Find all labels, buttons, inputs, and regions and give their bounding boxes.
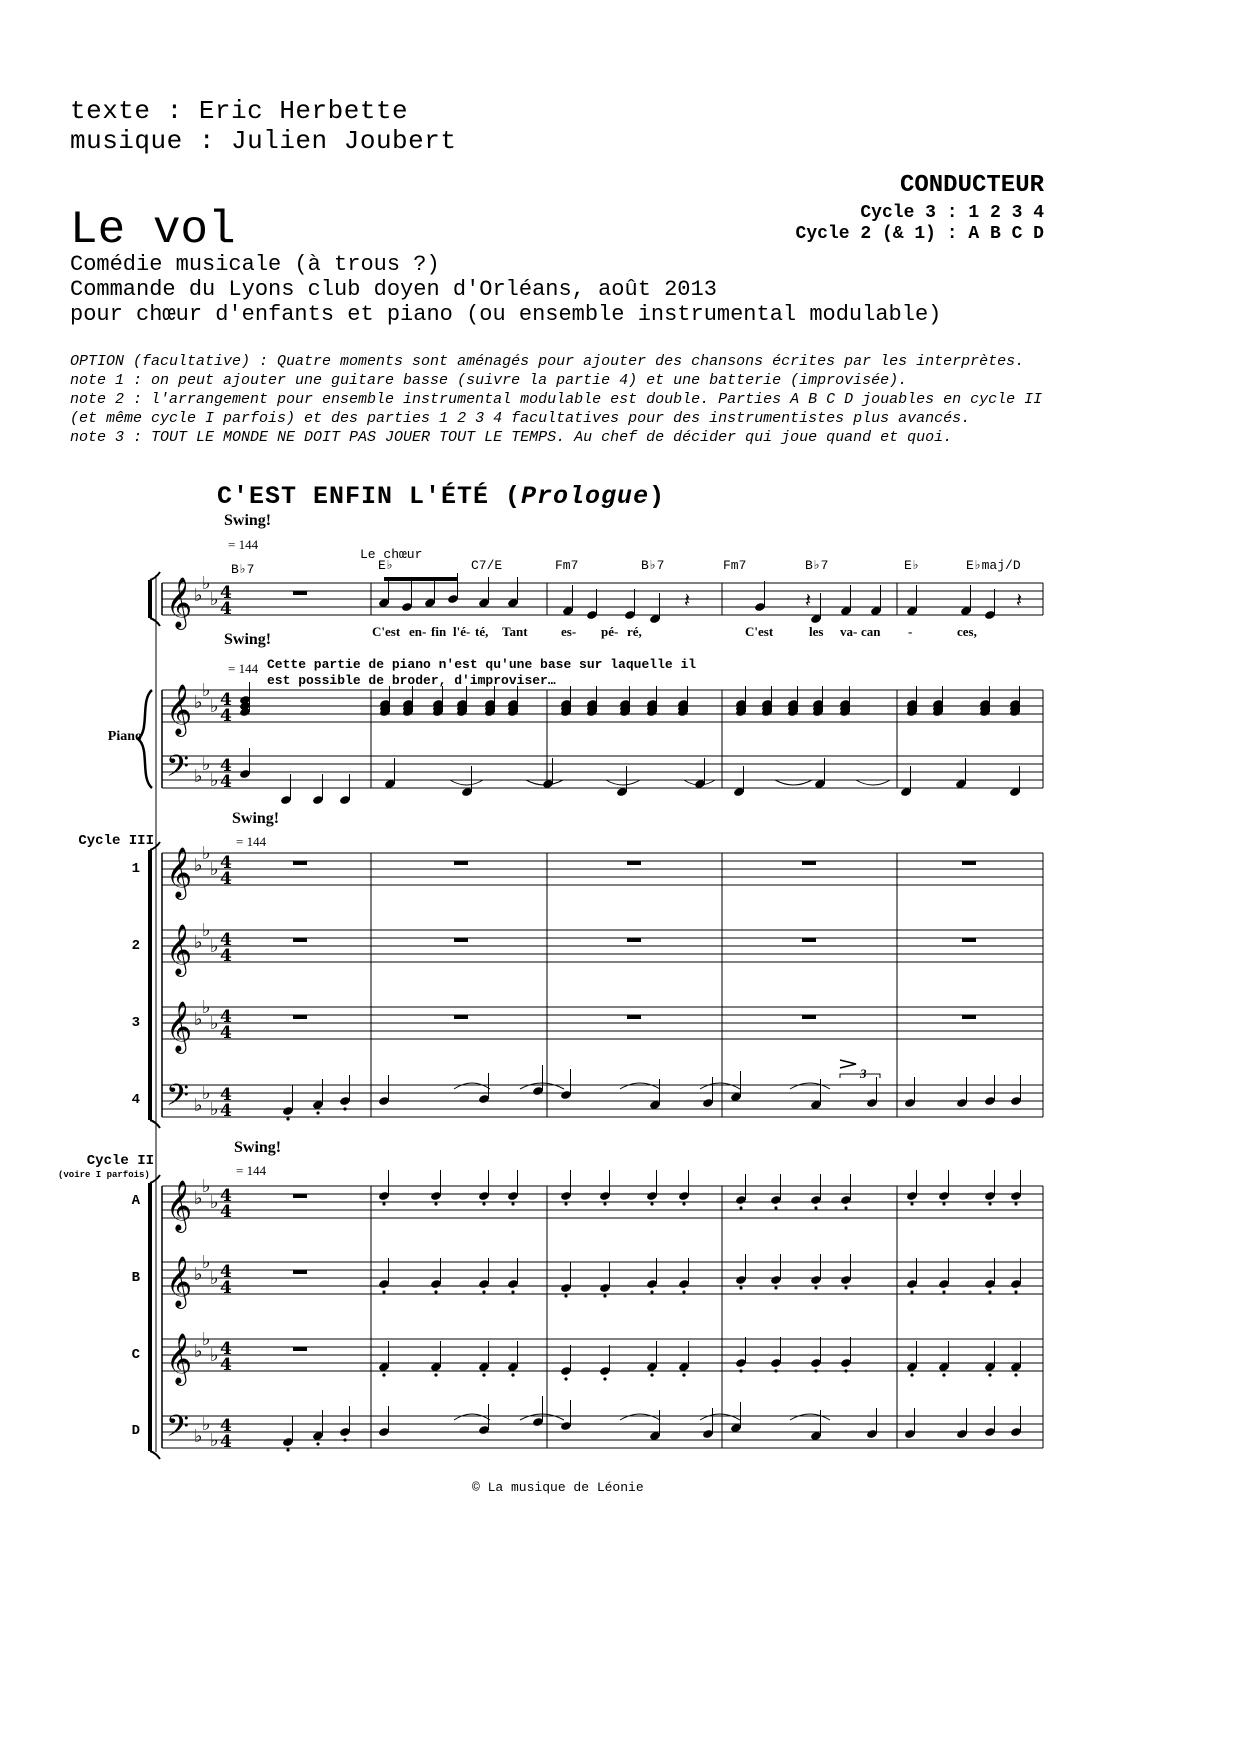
staccato-dot — [434, 1373, 437, 1376]
staccato-dot — [650, 1202, 653, 1205]
treble-clef-icon: 𝄞 — [166, 1001, 193, 1052]
staccato-dot — [382, 1202, 385, 1205]
staccato-dot — [343, 1107, 346, 1110]
staccato-dot — [739, 1369, 742, 1372]
cycle2-bracket — [150, 1451, 160, 1459]
slur — [700, 1083, 740, 1089]
note-2-cont: (et même cycle I parfois) et des parties 1 2 3 4 facultatives pour des instrumentistes plus avancés. — [70, 410, 971, 427]
key-flat-icon: ♭ — [194, 932, 203, 953]
bass-clef-icon: 𝄢 — [166, 1410, 190, 1451]
staccato-dot — [434, 1290, 437, 1293]
staccato-dot — [774, 1369, 777, 1372]
staccato-dot — [1014, 1202, 1017, 1205]
time-signature: 4 — [220, 756, 232, 776]
part-c-label: C — [131, 1347, 140, 1363]
staccato-dot — [382, 1373, 385, 1376]
cycle3-label: Cycle III — [78, 833, 154, 849]
treble-clef-icon: 𝄞 — [166, 577, 193, 628]
time-signature: 4 — [220, 1416, 232, 1436]
time-signature: 4 — [220, 1023, 232, 1043]
time-signature: 4 — [220, 706, 232, 726]
slur — [620, 1083, 660, 1089]
work-title: Le vol — [70, 204, 236, 256]
key-flat-icon: ♭ — [210, 589, 219, 610]
lyric-10: C'est — [745, 624, 774, 639]
staccato-dot — [564, 1202, 567, 1205]
key-flat-icon: ♭ — [210, 770, 219, 791]
staccato-dot — [434, 1202, 437, 1205]
key-flat-icon: ♭ — [194, 1188, 203, 1209]
lyric-1: C'est — [372, 624, 401, 639]
time-signature: 4 — [220, 1101, 232, 1121]
swing-marking-cycle2: Swing! — [234, 1139, 282, 1156]
part-3-label: 3 — [131, 1015, 140, 1031]
whole-rest — [627, 861, 641, 865]
staccato-dot — [286, 1448, 289, 1451]
key-flat-icon: ♭ — [202, 843, 211, 864]
note-3: note 3 : TOUT LE MONDE NE DOIT PAS JOUER TOUT LE TEMPS. Au chef de décider qui joue quand et quoi. — [70, 429, 953, 446]
time-signature: 4 — [220, 1202, 232, 1222]
key-flat-icon: ♭ — [210, 1013, 219, 1034]
whole-rest — [454, 1015, 468, 1019]
conductor-label: CONDUCTEUR — [899, 172, 1044, 199]
staccato-dot — [942, 1373, 945, 1376]
slur — [454, 1414, 490, 1420]
key-flat-icon: ♭ — [202, 1329, 211, 1350]
staccato-dot — [739, 1286, 742, 1289]
cycle2-bracket — [150, 1175, 160, 1183]
staccato-dot — [988, 1290, 991, 1293]
time-signature: 4 — [220, 946, 232, 966]
slur — [606, 780, 640, 785]
piano-brace — [138, 690, 152, 788]
chord-7: B♭7 — [805, 558, 829, 573]
chord-1: B♭7 — [231, 562, 255, 577]
tempo-piano: = 144 — [228, 661, 259, 676]
quarter-rest: 𝄽 — [805, 588, 812, 612]
key-flat-icon: ♭ — [202, 1083, 211, 1104]
part-b-label: B — [131, 1270, 140, 1286]
whole-rest — [293, 1347, 307, 1351]
chord-5: B♭7 — [641, 558, 665, 573]
whole-rest — [293, 938, 307, 942]
staccato-dot — [511, 1373, 514, 1376]
staccato-dot — [814, 1369, 817, 1372]
slur — [790, 1083, 830, 1089]
key-flat-icon: ♭ — [194, 692, 203, 713]
lyric-8: pé- — [601, 624, 619, 639]
key-flat-icon: ♭ — [194, 1426, 203, 1447]
slur — [790, 1414, 830, 1420]
whole-rest — [293, 1015, 307, 1019]
time-signature: 4 — [220, 583, 232, 603]
time-signature: 4 — [220, 1007, 232, 1027]
lyric-5: té, — [475, 624, 489, 639]
tempo-cycle2: = 144 — [236, 1163, 267, 1178]
chord-4: Fm7 — [555, 558, 579, 573]
lyric-11: les — [809, 624, 824, 639]
staccato-dot — [1014, 1373, 1017, 1376]
piece-subtitle: Prologue — [521, 482, 650, 511]
staccato-dot — [910, 1290, 913, 1293]
staccato-dot — [988, 1373, 991, 1376]
part-1-label: 1 — [131, 861, 140, 877]
cycle2-parts: Cycle 2 (& 1) : A B C D — [795, 224, 1044, 244]
lyric-3: fin — [431, 624, 447, 639]
whole-rest — [454, 938, 468, 942]
treble-clef-icon: 𝄞 — [166, 924, 193, 975]
piano-instruction: Cette partie de piano n'est qu'une base sur laquelle il est possible de broder, d'improviser… — [267, 657, 697, 688]
piece-title: C'EST ENFIN L'ÉTÉ (Prologue) — [217, 482, 666, 511]
staccato-dot — [682, 1202, 685, 1205]
triplet-bracket — [840, 1074, 880, 1078]
whole-rest — [293, 591, 307, 595]
cycle3-bracket — [150, 842, 160, 850]
key-flat-icon: ♭ — [210, 1192, 219, 1213]
lyric-4: l'é- — [453, 624, 471, 639]
time-signature: 4 — [220, 599, 232, 619]
lyric-2: en- — [409, 624, 427, 639]
key-flat-icon: ♭ — [210, 859, 219, 880]
treble-clef-icon: 𝄞 — [166, 847, 193, 898]
chord-2: E♭ — [378, 558, 394, 573]
key-flat-icon: ♭ — [202, 920, 211, 941]
whole-rest — [293, 1270, 307, 1274]
time-signature: 4 — [220, 1278, 232, 1298]
key-flat-icon: ♭ — [202, 1176, 211, 1197]
part-4-label: 4 — [131, 1092, 140, 1108]
choir-label: Le chœur — [360, 547, 423, 562]
time-signature: 4 — [220, 930, 232, 950]
slur — [620, 1414, 660, 1420]
lyric-15: ces, — [957, 624, 977, 639]
staccato-dot — [844, 1286, 847, 1289]
choir-bracket — [150, 572, 160, 580]
staccato-dot — [844, 1206, 847, 1209]
lyric-12: va- — [840, 624, 858, 639]
staccato-dot — [603, 1202, 606, 1205]
key-flat-icon: ♭ — [194, 855, 203, 876]
slur — [450, 780, 483, 785]
text-credit: texte : Eric Herbette — [70, 96, 409, 126]
quarter-rest: 𝄽 — [684, 588, 691, 612]
treble-clef-icon: 𝄞 — [166, 1333, 193, 1384]
key-flat-icon: ♭ — [194, 1095, 203, 1116]
time-signature: 4 — [220, 869, 232, 889]
staccato-dot — [603, 1294, 606, 1297]
staccato-dot — [343, 1438, 346, 1441]
time-signature: 4 — [220, 1432, 232, 1452]
staccato-dot — [682, 1290, 685, 1293]
bass-clef-icon: 𝄢 — [166, 750, 190, 791]
copyright-footer: © La musique de Léonie — [472, 1480, 644, 1495]
chord-8: E♭ — [904, 558, 920, 573]
staccato-dot — [482, 1373, 485, 1376]
staccato-dot — [316, 1442, 319, 1445]
slur — [775, 780, 812, 785]
note-option: OPTION (facultative) : Quatre moments sont aménagés pour ajouter des chansons écrites par les interprètes. — [70, 353, 1025, 370]
music-credit: musique : Julien Joubert — [70, 126, 457, 156]
treble-clef-icon: 𝄞 — [166, 1256, 193, 1307]
time-signature: 4 — [220, 1339, 232, 1359]
key-flat-icon: ♭ — [210, 1268, 219, 1289]
time-signature: 4 — [220, 690, 232, 710]
key-flat-icon: ♭ — [210, 696, 219, 717]
whole-rest — [293, 1194, 307, 1198]
tempo-cycle3: = 144 — [236, 834, 267, 849]
key-flat-icon: ♭ — [210, 1099, 219, 1120]
key-flat-icon: ♭ — [210, 1345, 219, 1366]
staccato-dot — [1014, 1290, 1017, 1293]
treble-clef-icon: 𝄞 — [166, 684, 193, 735]
whole-rest — [802, 861, 816, 865]
note-2: note 2 : l'arrangement pour ensemble instrumental modulable est double. Parties A B C D jouables en cycle II — [70, 391, 1043, 408]
part-2-label: 2 — [131, 938, 140, 954]
key-flat-icon: ♭ — [202, 680, 211, 701]
cycle3-bracket — [150, 1120, 160, 1128]
time-signature: 4 — [220, 1262, 232, 1282]
key-flat-icon: ♭ — [202, 573, 211, 594]
beam — [384, 577, 457, 581]
whole-rest — [962, 938, 976, 942]
key-flat-icon: ♭ — [202, 1414, 211, 1435]
time-signature: 4 — [220, 853, 232, 873]
key-flat-icon: ♭ — [194, 1341, 203, 1362]
staccato-dot — [774, 1206, 777, 1209]
whole-rest — [627, 1015, 641, 1019]
whole-rest — [962, 1015, 976, 1019]
time-signature: 4 — [220, 1355, 232, 1375]
key-flat-icon: ♭ — [202, 997, 211, 1018]
staccato-dot — [650, 1373, 653, 1376]
whole-rest — [293, 861, 307, 865]
piano-label: Piano — [107, 729, 142, 744]
key-flat-icon: ♭ — [194, 1009, 203, 1030]
swing-marking-piano: Swing! — [224, 631, 272, 648]
cycle3-parts: Cycle 3 : 1 2 3 4 — [860, 203, 1044, 223]
staccato-dot — [316, 1111, 319, 1114]
work-commission: Commande du Lyons club doyen d'Orléans, août 2013 — [70, 277, 717, 302]
triplet-marker: 3 — [860, 1066, 867, 1081]
part-a-label: A — [131, 1193, 140, 1209]
key-flat-icon: ♭ — [210, 936, 219, 957]
whole-rest — [802, 938, 816, 942]
slur — [856, 780, 890, 785]
whole-rest — [627, 938, 641, 942]
staccato-dot — [814, 1286, 817, 1289]
staccato-dot — [774, 1286, 777, 1289]
staccato-dot — [382, 1290, 385, 1293]
treble-clef-icon: 𝄞 — [166, 1180, 193, 1231]
staccato-dot — [910, 1202, 913, 1205]
staccato-dot — [682, 1373, 685, 1376]
key-flat-icon: ♭ — [202, 1252, 211, 1273]
chord-3: C7/E — [471, 558, 503, 573]
staccato-dot — [988, 1202, 991, 1205]
time-signature: 4 — [220, 772, 232, 792]
staccato-dot — [814, 1206, 817, 1209]
work-subtitle: Comédie musicale (à trous ?) — [70, 252, 440, 277]
staccato-dot — [910, 1373, 913, 1376]
bass-clef-icon: 𝄢 — [166, 1079, 190, 1120]
staccato-dot — [286, 1117, 289, 1120]
lyric-13: can — [861, 624, 881, 639]
accent-mark — [840, 1060, 856, 1068]
lyric-14: - — [908, 624, 913, 639]
whole-rest — [454, 861, 468, 865]
swing-marking-cycle3: Swing! — [232, 810, 280, 827]
chord-6: Fm7 — [723, 558, 747, 573]
staccato-dot — [650, 1290, 653, 1293]
staccato-dot — [564, 1294, 567, 1297]
slur — [700, 1414, 740, 1420]
staccato-dot — [511, 1290, 514, 1293]
time-signature: 4 — [220, 1186, 232, 1206]
cycle2-label: Cycle II — [86, 1153, 154, 1169]
key-flat-icon: ♭ — [202, 754, 211, 775]
staccato-dot — [564, 1377, 567, 1380]
staccato-dot — [603, 1377, 606, 1380]
staccato-dot — [942, 1202, 945, 1205]
staccato-dot — [739, 1206, 742, 1209]
lyric-6: Tant — [502, 624, 528, 639]
staccato-dot — [482, 1202, 485, 1205]
staccato-dot — [844, 1369, 847, 1372]
key-flat-icon: ♭ — [194, 585, 203, 606]
whole-rest — [802, 1015, 816, 1019]
slur — [454, 1083, 490, 1089]
staccato-dot — [511, 1202, 514, 1205]
work-scoring: pour chœur d'enfants et piano (ou ensemble instrumental modulable) — [70, 302, 942, 327]
note-1: note 1 : on peut ajouter une guitare basse (suivre la partie 4) et une batterie (improvisée). — [70, 372, 908, 389]
quarter-rest: 𝄽 — [1016, 588, 1023, 612]
cycle2-sublabel: (voire I parfois) — [58, 1170, 150, 1180]
choir-bracket — [150, 618, 160, 626]
lyric-9: ré, — [627, 624, 642, 639]
key-flat-icon: ♭ — [210, 1430, 219, 1451]
tempo-choir: = 144 — [228, 537, 259, 552]
lyric-7: es- — [561, 624, 577, 639]
staccato-dot — [942, 1290, 945, 1293]
time-signature: 4 — [220, 1085, 232, 1105]
key-flat-icon: ♭ — [194, 1264, 203, 1285]
part-d-label: D — [131, 1423, 140, 1439]
whole-rest — [962, 861, 976, 865]
swing-marking-choir: Swing! — [224, 512, 272, 529]
key-flat-icon: ♭ — [194, 766, 203, 787]
chord-9: E♭maj/D — [966, 558, 1021, 573]
staccato-dot — [482, 1290, 485, 1293]
